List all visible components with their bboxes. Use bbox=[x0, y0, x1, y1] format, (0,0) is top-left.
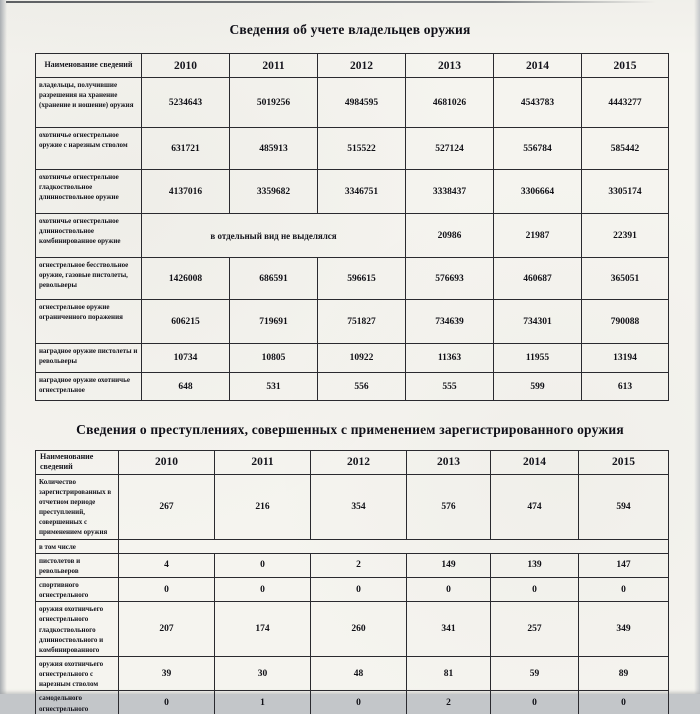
scan-edge-top bbox=[6, 1, 656, 3]
value-cell: 349 bbox=[579, 602, 669, 657]
value-cell: 39 bbox=[119, 657, 215, 691]
value-cell: 1 bbox=[215, 691, 311, 714]
row-label-cell: наградное оружие пистолеты и револьверы bbox=[36, 344, 142, 373]
value-cell: 20986 bbox=[406, 214, 494, 258]
value-cell: 207 bbox=[119, 602, 215, 657]
value-cell: 0 bbox=[491, 691, 579, 714]
table-row bbox=[36, 214, 669, 258]
registered-weapon-crimes-table-title: Сведения о преступлениях, совершенных с применением зарегистрированного оружия bbox=[76, 422, 624, 437]
year-header-cell: 2014 bbox=[491, 451, 579, 475]
value-cell: 0 bbox=[215, 578, 311, 602]
value-cell: 734301 bbox=[494, 300, 582, 344]
value-cell: 751827 bbox=[318, 300, 406, 344]
value-cell: 147 bbox=[579, 553, 669, 577]
value-cell: 460687 bbox=[494, 258, 582, 300]
value-cell: 556784 bbox=[494, 128, 582, 170]
value-cell: 4443277 bbox=[582, 78, 669, 128]
value-cell: 556 bbox=[318, 373, 406, 401]
value-cell: 485913 bbox=[230, 128, 318, 170]
value-cell: 365051 bbox=[582, 258, 669, 300]
value-cell: 0 bbox=[311, 691, 407, 714]
value-cell: 596615 bbox=[318, 258, 406, 300]
table-row bbox=[36, 602, 669, 657]
year-header-cell: 2011 bbox=[230, 54, 318, 78]
value-cell: 0 bbox=[215, 553, 311, 577]
registered-weapon-crimes-table bbox=[35, 450, 669, 714]
value-cell: 3346751 bbox=[318, 170, 406, 214]
value-cell: 354 bbox=[311, 474, 407, 539]
year-header-cell: 2015 bbox=[582, 54, 669, 78]
value-cell: 260 bbox=[311, 602, 407, 657]
value-cell: 631721 bbox=[142, 128, 230, 170]
header-label-cell: Наименование сведений bbox=[36, 451, 119, 475]
value-cell: 89 bbox=[579, 657, 669, 691]
year-header-cell: 2015 bbox=[579, 451, 669, 475]
value-cell: 0 bbox=[579, 691, 669, 714]
value-cell: 0 bbox=[311, 578, 407, 602]
value-cell: 531 bbox=[230, 373, 318, 401]
table-header-row bbox=[36, 451, 669, 475]
value-cell: 0 bbox=[119, 691, 215, 714]
value-cell: 0 bbox=[119, 578, 215, 602]
year-header-cell: 2011 bbox=[215, 451, 311, 475]
table-row bbox=[36, 78, 669, 128]
value-cell: 3305174 bbox=[582, 170, 669, 214]
row-label-cell: в том числе bbox=[36, 539, 119, 553]
value-cell: 0 bbox=[491, 578, 579, 602]
value-cell: 267 bbox=[119, 474, 215, 539]
table-row bbox=[36, 170, 669, 214]
value-cell: 719691 bbox=[230, 300, 318, 344]
value-cell: 734639 bbox=[406, 300, 494, 344]
table-row bbox=[36, 128, 669, 170]
value-cell: 81 bbox=[407, 657, 491, 691]
value-cell: 13194 bbox=[582, 344, 669, 373]
value-cell: 527124 bbox=[406, 128, 494, 170]
table-row bbox=[36, 258, 669, 300]
value-cell: 11363 bbox=[406, 344, 494, 373]
value-cell: 4 bbox=[119, 553, 215, 577]
value-cell: 59 bbox=[491, 657, 579, 691]
table-row bbox=[36, 373, 669, 401]
value-cell: 257 bbox=[491, 602, 579, 657]
year-header-cell: 2012 bbox=[318, 54, 406, 78]
row-label-cell: огнестрельное оружие ограниченного поражения bbox=[36, 300, 142, 344]
year-header-cell: 2012 bbox=[311, 451, 407, 475]
value-cell: 4984595 bbox=[318, 78, 406, 128]
weapon-owners-table-title: Сведения об учете владельцев оружия bbox=[229, 22, 471, 37]
value-cell: 11955 bbox=[494, 344, 582, 373]
scan-edge-right bbox=[694, 0, 700, 714]
table-row bbox=[36, 300, 669, 344]
value-cell: 174 bbox=[215, 602, 311, 657]
row-label-cell: наградное оружие охотничье огнестрельное bbox=[36, 373, 142, 401]
table-row bbox=[36, 474, 669, 539]
row-label-cell: огнестрельное бесствольное оружие, газовые пистолеты, револьверы bbox=[36, 258, 142, 300]
table-row bbox=[36, 657, 669, 691]
value-cell: 48 bbox=[311, 657, 407, 691]
year-header-cell: 2010 bbox=[119, 451, 215, 475]
row-label-cell: спортивного огнестрельного bbox=[36, 578, 119, 602]
value-cell: 139 bbox=[491, 553, 579, 577]
row-label-cell: оружия охотничьего огнестрельного с нарезным стволом bbox=[36, 657, 119, 691]
value-cell: 341 bbox=[407, 602, 491, 657]
table-header-row bbox=[36, 54, 669, 78]
table-row bbox=[36, 553, 669, 577]
table-row bbox=[36, 539, 669, 553]
value-cell: 0 bbox=[407, 578, 491, 602]
row-label-cell: охотничье огнестрельное гладкоствольное длинноствольное оружие bbox=[36, 170, 142, 214]
header-label-cell: Наименование сведений bbox=[36, 54, 142, 78]
value-cell: 149 bbox=[407, 553, 491, 577]
value-cell: 21987 bbox=[494, 214, 582, 258]
value-cell: 585442 bbox=[582, 128, 669, 170]
row-label-cell: Количество зарегистрированных в отчетном периоде преступлений, совершенных с применением оружия bbox=[36, 474, 119, 539]
value-cell: 515522 bbox=[318, 128, 406, 170]
value-cell: 606215 bbox=[142, 300, 230, 344]
value-cell: 790088 bbox=[582, 300, 669, 344]
value-cell: 5019256 bbox=[230, 78, 318, 128]
value-cell: 30 bbox=[215, 657, 311, 691]
value-cell: 4543783 bbox=[494, 78, 582, 128]
table-row bbox=[36, 578, 669, 602]
year-header-cell: 2010 bbox=[142, 54, 230, 78]
value-cell: 0 bbox=[579, 578, 669, 602]
row-label-cell: пистолетов и револьверов bbox=[36, 553, 119, 577]
row-label-cell: владельцы, получившие разрешения на хранение (хранение и ношение) оружия bbox=[36, 78, 142, 128]
value-cell: 22391 bbox=[582, 214, 669, 258]
year-header-cell: 2013 bbox=[407, 451, 491, 475]
weapon-owners-table bbox=[35, 53, 669, 401]
value-cell: 576 bbox=[407, 474, 491, 539]
value-cell: 576693 bbox=[406, 258, 494, 300]
value-cell: 474 bbox=[491, 474, 579, 539]
value-cell: 4681026 bbox=[406, 78, 494, 128]
value-cell: 555 bbox=[406, 373, 494, 401]
value-cell: 216 bbox=[215, 474, 311, 539]
value-cell: 3306664 bbox=[494, 170, 582, 214]
value-cell: 2 bbox=[407, 691, 491, 714]
row-label-cell: охотничье огнестрельное длинноствольное комбинированное оружие bbox=[36, 214, 142, 258]
table-row bbox=[36, 691, 669, 714]
merged-note-cell: в отдельный вид не выделялся bbox=[142, 214, 406, 258]
value-cell: 3359682 bbox=[230, 170, 318, 214]
value-cell: 4137016 bbox=[142, 170, 230, 214]
value-cell: 2 bbox=[311, 553, 407, 577]
value-cell: 10922 bbox=[318, 344, 406, 373]
value-cell: 10805 bbox=[230, 344, 318, 373]
value-cell: 5234643 bbox=[142, 78, 230, 128]
row-label-cell: оружия охотничьего огнестрельного гладкоствольного длинноствольного и комбинированного bbox=[36, 602, 119, 657]
value-cell: 3338437 bbox=[406, 170, 494, 214]
merged-empty-cell bbox=[119, 539, 669, 553]
value-cell: 686591 bbox=[230, 258, 318, 300]
value-cell: 594 bbox=[579, 474, 669, 539]
year-header-cell: 2014 bbox=[494, 54, 582, 78]
value-cell: 10734 bbox=[142, 344, 230, 373]
value-cell: 1426008 bbox=[142, 258, 230, 300]
row-label-cell: самодельного огнестрельного bbox=[36, 691, 119, 714]
table-row bbox=[36, 344, 669, 373]
value-cell: 648 bbox=[142, 373, 230, 401]
year-header-cell: 2013 bbox=[406, 54, 494, 78]
scan-edge-left bbox=[0, 0, 7, 714]
value-cell: 599 bbox=[494, 373, 582, 401]
row-label-cell: охотничье огнестрельное оружие с нарезным стволом bbox=[36, 128, 142, 170]
value-cell: 613 bbox=[582, 373, 669, 401]
